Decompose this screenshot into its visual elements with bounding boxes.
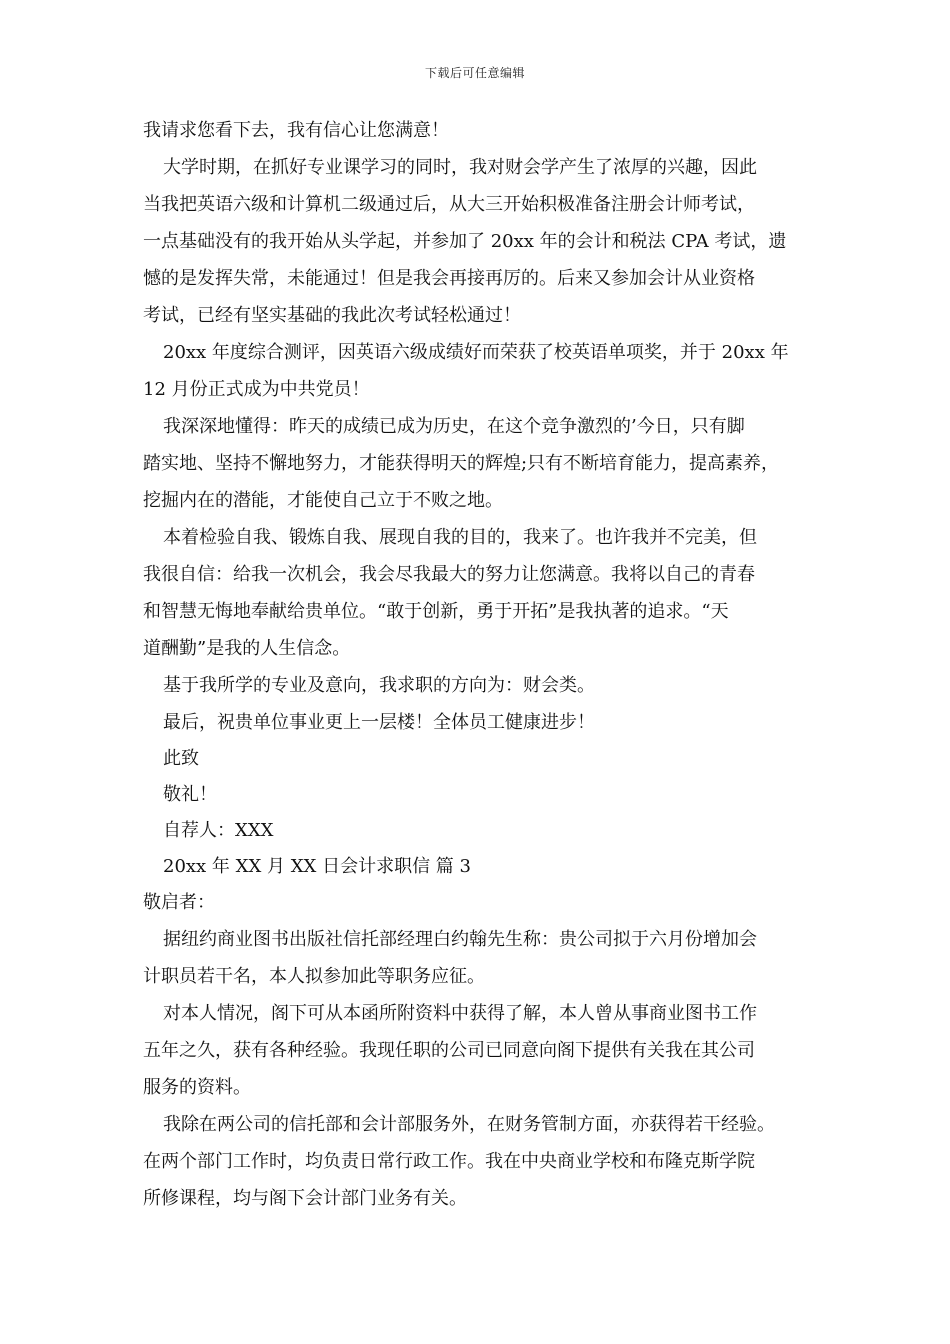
text-line: 踏实地、坚持不懈地努力，才能获得明天的辉煌;只有不断培育能力，提高素养， <box>143 453 780 474</box>
text-line: 所修课程，均与阁下会计部门业务有关。 <box>143 1188 467 1209</box>
text-line: 最后，祝贵单位事业更上一层楼！全体员工健康进步！ <box>163 712 595 733</box>
text-line: 此致 <box>163 748 199 769</box>
text-line: 五年之久，获有各种经验。我现任职的公司已同意向阁下提供有关我在其公司 <box>143 1040 755 1061</box>
text-line: 敬礼！ <box>163 784 217 805</box>
text-line: 敬启者： <box>143 892 215 913</box>
text-line: 一点基础没有的我开始从头学起，并参加了 20xx 年的会计和税法 CPA 考试，遗 <box>143 231 787 252</box>
text-line: 在两个部门工作时，均负责日常行政工作。我在中央商业学校和布隆克斯学院 <box>143 1151 755 1172</box>
text-line: 20xx 年 XX 月 XX 日会计求职信 篇 3 <box>163 856 471 877</box>
text-line: 和智慧无悔地奉献给贵单位。“敢于创新，勇于开拓”是我执著的追求。“天 <box>143 601 729 622</box>
text-line: 我请求您看下去，我有信心让您满意！ <box>143 120 449 141</box>
text-line: 憾的是发挥失常，未能通过！但是我会再接再厉的。后来又参加会计从业资格 <box>143 268 755 289</box>
text-line: 12 月份正式成为中共党员！ <box>143 379 370 400</box>
text-line: 考试，已经有坚实基础的我此次考试轻松通过！ <box>143 305 521 326</box>
text-line: 自荐人：XXX <box>163 820 274 841</box>
document-body <box>143 112 823 1217</box>
text-line: 我深深地懂得：昨天的成绩已成为历史，在这个竞争激烈的’今日，只有脚 <box>163 416 745 437</box>
text-line: 大学时期，在抓好专业课学习的同时，我对财会学产生了浓厚的兴趣，因此 <box>163 157 757 178</box>
text-line: 我很自信：给我一次机会，我会尽我最大的努力让您满意。我将以自己的青春 <box>143 564 755 585</box>
text-line: 服务的资料。 <box>143 1077 251 1098</box>
text-line: 据纽约商业图书出版社信托部经理白约翰先生称：贵公司拟于六月份增加会 <box>163 929 757 950</box>
text-line: 计职员若干名，本人拟参加此等职务应征。 <box>143 966 485 987</box>
text-line: 20xx 年度综合测评，因英语六级成绩好而荣获了校英语单项奖，并于 20xx 年 <box>163 342 789 363</box>
header-note: 下载后可任意编辑 <box>424 66 525 80</box>
text-line: 基于我所学的专业及意向，我求职的方向为：财会类。 <box>163 675 595 696</box>
text-line: 本着检验自我、锻炼自我、展现自我的目的，我来了。也许我并不完美，但 <box>163 527 757 548</box>
text-line: 当我把英语六级和计算机二级通过后，从大三开始积极准备注册会计师考试， <box>143 194 755 215</box>
text-line: 我除在两公司的信托部和会计部服务外，在财务管制方面，亦获得若干经验。 <box>163 1114 775 1135</box>
text-line: 对本人情况，阁下可从本函所附资料中获得了解，本人曾从事商业图书工作 <box>163 1003 757 1024</box>
text-line: 挖掘内在的潜能，才能使自己立于不败之地。 <box>143 490 503 511</box>
text-line: 道酬勤”是我的人生信念。 <box>143 638 351 659</box>
